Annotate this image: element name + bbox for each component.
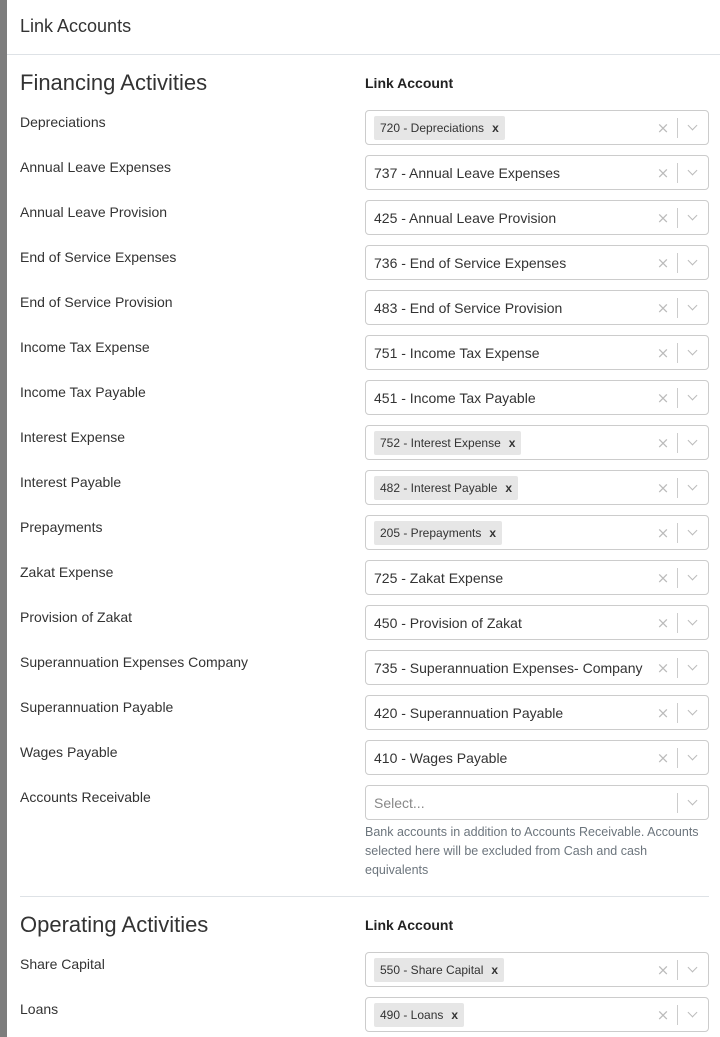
clear-icon[interactable]: × bbox=[656, 163, 670, 182]
account-row bbox=[20, 560, 709, 605]
account-label: End of Service Expenses bbox=[20, 249, 177, 265]
account-select[interactable] bbox=[365, 740, 709, 775]
account-label: Income Tax Payable bbox=[20, 384, 146, 400]
chevron-down-icon[interactable] bbox=[678, 515, 708, 550]
chip-label: 752 - Interest Expense bbox=[380, 435, 501, 450]
account-select[interactable] bbox=[365, 952, 709, 987]
account-select-wrap bbox=[365, 245, 709, 290]
account-select[interactable] bbox=[365, 245, 709, 280]
clear-icon[interactable]: × bbox=[656, 253, 670, 272]
remove-chip-icon[interactable]: x bbox=[508, 435, 516, 450]
account-select-wrap bbox=[365, 200, 709, 245]
remove-chip-icon[interactable]: x bbox=[505, 480, 513, 495]
chevron-down-icon[interactable] bbox=[678, 290, 708, 325]
chip-label: 482 - Interest Payable bbox=[380, 480, 498, 495]
account-select-wrap bbox=[365, 695, 709, 740]
account-select-wrap bbox=[365, 110, 709, 155]
account-select[interactable] bbox=[365, 200, 709, 235]
remove-chip-icon[interactable]: x bbox=[451, 1007, 459, 1022]
account-label: Income Tax Expense bbox=[20, 339, 150, 355]
account-label: End of Service Provision bbox=[20, 294, 173, 310]
account-label: Depreciations bbox=[20, 114, 106, 130]
chevron-down-icon[interactable] bbox=[678, 200, 708, 235]
chevron-down-icon[interactable] bbox=[678, 605, 708, 640]
modal-title: Link Accounts bbox=[20, 16, 132, 36]
selected-account-value: 483 - End of Service Provision bbox=[374, 299, 563, 316]
account-label: Provision of Zakat bbox=[20, 609, 133, 625]
account-select[interactable] bbox=[365, 605, 709, 640]
account-select-wrap bbox=[365, 425, 709, 470]
chevron-down-icon[interactable] bbox=[678, 425, 708, 460]
select-placeholder: Select... bbox=[374, 794, 425, 811]
account-select-wrap bbox=[365, 740, 709, 785]
modal-header bbox=[7, 0, 720, 55]
section-header bbox=[20, 55, 709, 110]
chevron-down-icon[interactable] bbox=[678, 650, 708, 685]
account-select[interactable] bbox=[365, 997, 709, 1032]
account-select-wrap bbox=[365, 290, 709, 335]
clear-icon[interactable]: × bbox=[656, 1005, 670, 1024]
section-header bbox=[20, 897, 709, 952]
selected-account-value: 737 - Annual Leave Expenses bbox=[374, 164, 561, 181]
chevron-down-icon[interactable] bbox=[678, 785, 708, 820]
selected-account-value: 735 - Superannuation Expenses- Company bbox=[374, 659, 643, 676]
clear-icon[interactable]: × bbox=[656, 523, 670, 542]
account-label: Prepayments bbox=[20, 519, 103, 535]
chip-label: 490 - Loans bbox=[380, 1007, 444, 1022]
account-label: Superannuation Expenses Company bbox=[20, 654, 249, 670]
account-select-wrap bbox=[365, 155, 709, 200]
account-select[interactable] bbox=[365, 335, 709, 370]
chevron-down-icon[interactable] bbox=[678, 335, 708, 370]
account-label: Wages Payable bbox=[20, 744, 118, 760]
section-title: Operating Activities bbox=[20, 911, 209, 937]
remove-chip-icon[interactable]: x bbox=[492, 120, 499, 135]
chevron-down-icon[interactable] bbox=[678, 470, 708, 505]
account-select[interactable] bbox=[365, 695, 709, 730]
account-select[interactable] bbox=[365, 155, 709, 190]
account-label: Interest Payable bbox=[20, 474, 122, 490]
remove-chip-icon[interactable]: x bbox=[491, 962, 499, 977]
chip-label: 720 - Depreciations bbox=[380, 120, 485, 135]
account-select-wrap bbox=[365, 380, 709, 425]
account-select-wrap bbox=[365, 785, 709, 880]
clear-icon[interactable]: × bbox=[656, 960, 670, 979]
selected-account-value: 425 - Annual Leave Provision bbox=[374, 209, 557, 226]
clear-icon[interactable]: × bbox=[656, 613, 670, 632]
account-row bbox=[20, 785, 709, 880]
account-select[interactable] bbox=[365, 425, 709, 460]
chevron-down-icon[interactable] bbox=[678, 695, 708, 730]
account-row bbox=[20, 740, 709, 785]
help-text: Bank accounts in addition to Accounts Receivable. Accounts selected here will be excluded from Cash and cash equivalents bbox=[365, 825, 699, 877]
account-label: Zakat Expense bbox=[20, 564, 114, 580]
remove-chip-icon[interactable]: x bbox=[489, 525, 497, 540]
selected-account-chip bbox=[374, 431, 521, 455]
chevron-down-icon[interactable] bbox=[678, 952, 708, 987]
account-row bbox=[20, 695, 709, 740]
chip-label: 550 - Share Capital bbox=[380, 962, 484, 977]
link-account-header: Link Account bbox=[365, 916, 454, 933]
account-select[interactable] bbox=[365, 515, 709, 550]
section-financing-activities bbox=[7, 55, 720, 880]
account-select[interactable] bbox=[365, 110, 709, 145]
account-select-wrap bbox=[365, 470, 709, 515]
account-label: Superannuation Payable bbox=[20, 699, 174, 715]
selected-account-chip bbox=[374, 521, 502, 545]
account-row bbox=[20, 335, 709, 380]
section-title: Financing Activities bbox=[20, 69, 208, 95]
chevron-down-icon[interactable] bbox=[678, 997, 708, 1032]
clear-icon[interactable]: × bbox=[656, 343, 670, 362]
account-row bbox=[20, 245, 709, 290]
selected-account-value: 451 - Income Tax Payable bbox=[374, 389, 536, 406]
clear-icon[interactable]: × bbox=[656, 748, 670, 767]
selected-account-chip bbox=[374, 958, 504, 982]
chevron-down-icon[interactable] bbox=[678, 155, 708, 190]
chevron-down-icon[interactable] bbox=[678, 245, 708, 280]
account-row bbox=[20, 290, 709, 335]
account-select-wrap bbox=[365, 560, 709, 605]
account-row bbox=[20, 952, 709, 997]
account-row bbox=[20, 997, 709, 1037]
account-select-wrap bbox=[365, 515, 709, 560]
account-label: Interest Expense bbox=[20, 429, 126, 445]
account-select[interactable] bbox=[365, 785, 709, 820]
account-select-wrap bbox=[365, 997, 709, 1037]
account-row bbox=[20, 110, 709, 155]
selected-account-chip bbox=[374, 1003, 464, 1027]
selected-account-chip bbox=[374, 116, 505, 140]
account-row bbox=[20, 470, 709, 515]
selected-account-value: 751 - Income Tax Expense bbox=[374, 344, 540, 361]
account-row bbox=[20, 425, 709, 470]
clear-icon[interactable]: × bbox=[656, 478, 670, 497]
clear-icon[interactable]: × bbox=[656, 208, 670, 227]
selected-account-value: 420 - Superannuation Payable bbox=[374, 704, 564, 721]
chip-label: 205 - Prepayments bbox=[380, 525, 482, 540]
selected-account-value: 410 - Wages Payable bbox=[374, 749, 508, 766]
clear-icon[interactable]: × bbox=[656, 388, 670, 407]
chevron-down-icon[interactable] bbox=[678, 380, 708, 415]
selected-account-value: 450 - Provision of Zakat bbox=[374, 614, 522, 631]
account-row bbox=[20, 380, 709, 425]
account-select[interactable] bbox=[365, 560, 709, 595]
account-row bbox=[20, 515, 709, 560]
account-select[interactable] bbox=[365, 380, 709, 415]
account-row bbox=[20, 200, 709, 245]
modal-body bbox=[7, 55, 720, 1037]
account-label: Loans bbox=[20, 1001, 59, 1017]
selected-account-value: 736 - End of Service Expenses bbox=[374, 254, 567, 271]
account-select-wrap bbox=[365, 605, 709, 650]
clear-icon[interactable]: × bbox=[656, 118, 670, 137]
link-account-header: Link Account bbox=[365, 74, 454, 91]
account-label: Annual Leave Provision bbox=[20, 204, 168, 220]
chevron-down-icon[interactable] bbox=[678, 560, 708, 595]
account-label: Accounts Receivable bbox=[20, 789, 151, 805]
account-row bbox=[20, 155, 709, 200]
clear-icon[interactable]: × bbox=[656, 298, 670, 317]
account-select-wrap bbox=[365, 335, 709, 380]
selected-account-value: 725 - Zakat Expense bbox=[374, 569, 504, 586]
account-select-wrap bbox=[365, 650, 709, 695]
chevron-down-icon[interactable] bbox=[678, 110, 708, 145]
account-select-wrap bbox=[365, 952, 709, 997]
account-row bbox=[20, 650, 709, 695]
account-select[interactable] bbox=[365, 650, 709, 685]
clear-icon[interactable]: × bbox=[656, 658, 670, 677]
account-label: Annual Leave Expenses bbox=[20, 159, 171, 175]
account-label: Share Capital bbox=[20, 956, 105, 972]
link-accounts-modal bbox=[7, 0, 720, 1037]
account-row bbox=[20, 605, 709, 650]
selected-account-chip bbox=[374, 476, 518, 500]
chevron-down-icon[interactable] bbox=[678, 740, 708, 775]
clear-icon[interactable]: × bbox=[656, 433, 670, 452]
account-select[interactable] bbox=[365, 290, 709, 325]
clear-icon[interactable]: × bbox=[656, 568, 670, 587]
clear-icon[interactable]: × bbox=[656, 703, 670, 722]
account-select[interactable] bbox=[365, 470, 709, 505]
section-operating-activities bbox=[7, 897, 720, 1037]
